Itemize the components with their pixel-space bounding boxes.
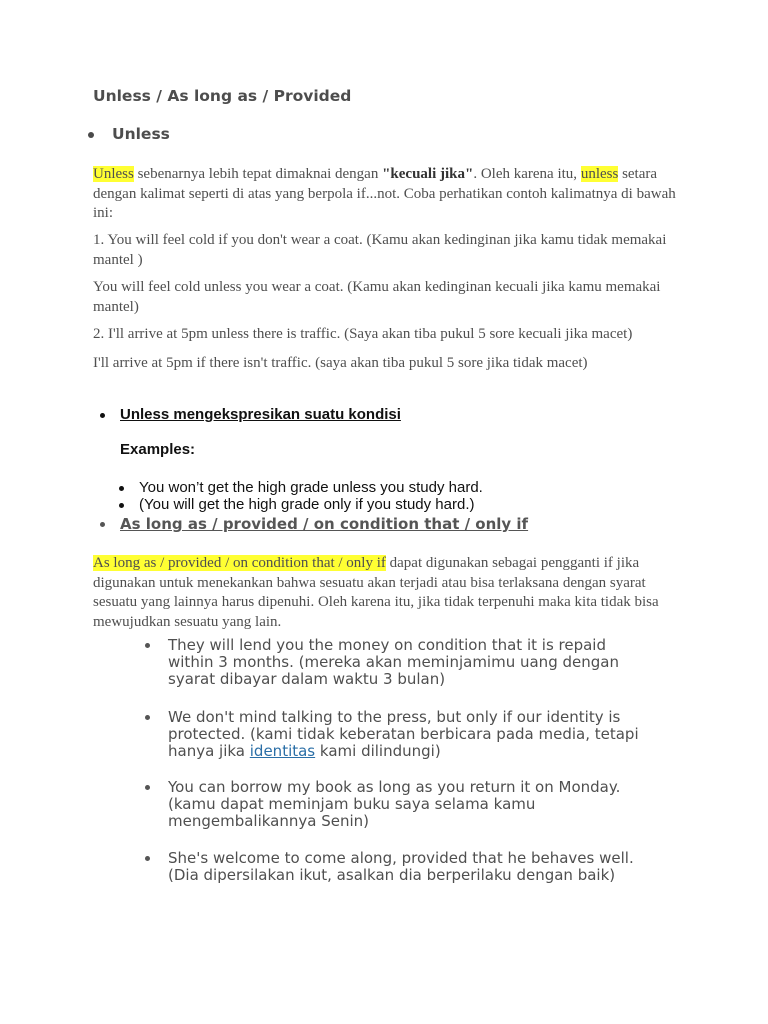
paragraph-2: You will feel cold unless you wear a coat. (Kamu akan kedinginan kecuali jika kamu memakai mantel): [93, 279, 661, 315]
example-item: (You will get the high grade only if you study hard.): [139, 496, 475, 513]
paragraph-1: 1. You will feel cold if you don't wear a coat. (Kamu akan kedinginan jika kamu tidak memakai mantel ): [93, 232, 667, 268]
list-item-text: kami dilindungi): [315, 742, 441, 760]
examples-label: Examples:: [120, 441, 196, 458]
intro-paragraph: [93, 165, 683, 224]
bullet-dot: [100, 413, 105, 418]
highlight-as-long-as: As long as / provided / on condition that / only if: [93, 555, 386, 571]
bullet-dot: [119, 503, 124, 508]
intro-bold: "kecuali jika": [382, 166, 474, 182]
list-item: They will lend you the money on condition that it is repaid within 3 months. (mereka akan meminjamimu uang dengan syarat dibayar dalam waktu 3 bulan): [168, 636, 619, 688]
identitas-link[interactable]: identitas: [249, 742, 316, 760]
section-heading-as-long-as: As long as / provided / on condition that / only if: [120, 515, 529, 533]
bullet-dot: [145, 643, 150, 648]
list-item: She's welcome to come along, provided that he behaves well. (Dia dipersilakan ikut, asalkan dia berperilaku dengan baik): [168, 849, 634, 884]
intro-text-3: setara dengan kalimat seperti di atas yang berpola if...not. Coba perhatikan contoh kalimatnya di bawah ini:: [93, 166, 676, 221]
bullet-dot: [100, 522, 105, 527]
section-heading-unless: Unless: [112, 125, 170, 143]
highlight-unless-2: unless: [580, 166, 619, 182]
page-title: Unless / As long as / Provided: [93, 87, 352, 105]
bullet-dot: [145, 856, 150, 861]
list-item-text: We don't mind talking to the press, but only if our identity is protected. (kami tidak keberatan berbicara pada media, tetapi hanya jika: [168, 708, 639, 760]
bullet-dot: [145, 785, 150, 790]
highlight-unless: Unless: [93, 166, 134, 182]
intro-text-1: sebenarnya lebih tepat dimaknai dengan: [133, 166, 383, 182]
list-item: [168, 709, 648, 760]
as-long-as-paragraph: [93, 554, 673, 632]
bullet-dot: [145, 715, 150, 720]
paragraph-3: 2. I'll arrive at 5pm unless there is traffic. (Saya akan tiba pukul 5 sore kecuali jika macet): [93, 326, 633, 342]
condition-heading: Unless mengekspresikan suatu kondisi: [120, 406, 401, 423]
example-item: You won’t get the high grade unless you study hard.: [139, 479, 483, 496]
bullet-dot: [119, 486, 124, 491]
paragraph-4: I'll arrive at 5pm if there isn't traffic. (saya akan tiba pukul 5 sore jika tidak macet): [93, 355, 588, 371]
list-item: You can borrow my book as long as you return it on Monday. (kamu dapat meminjam buku saya selama kamu mengembalikannya Senin): [168, 778, 621, 830]
bullet-dot: [88, 132, 94, 138]
as-long-as-text: dapat digunakan sebagai pengganti if jika digunakan untuk menekankan bahwa sesuatu akan terjadi atau bisa terlaksana dengan syarat sesuatu yang lainnya harus dipenuhi. Oleh karena itu, jika tidak terpenuhi maka kita tidak bisa mewujudkan sesuatu yang lain.: [93, 555, 659, 630]
intro-text-2: . Oleh karena itu,: [473, 166, 581, 182]
